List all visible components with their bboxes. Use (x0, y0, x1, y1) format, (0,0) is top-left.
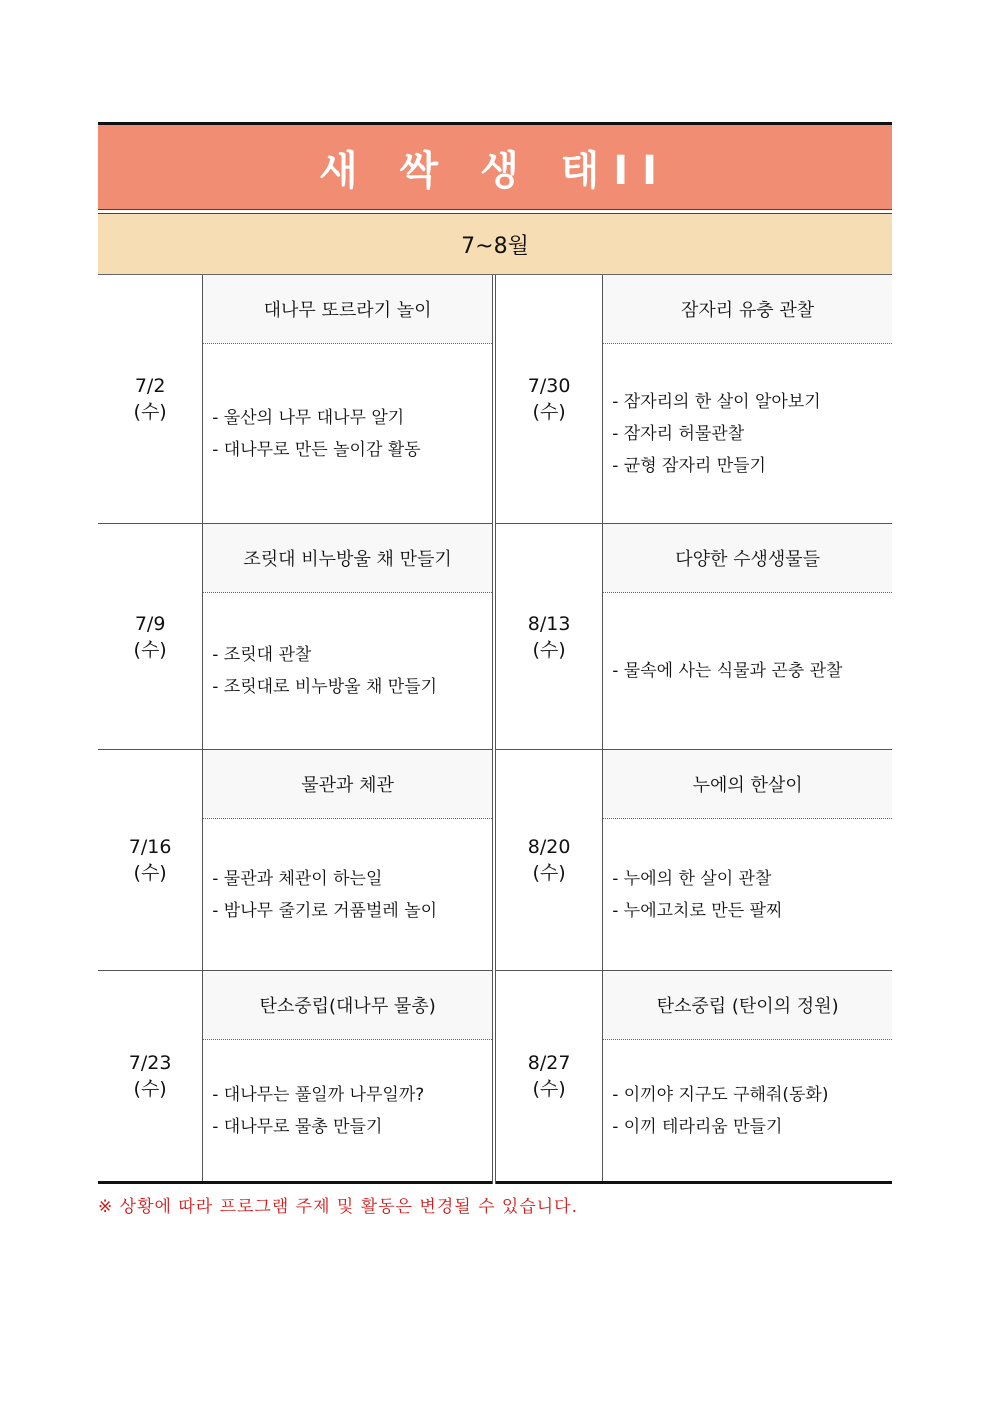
session-topic: 대나무 또르라기 놀이 (203, 275, 492, 344)
session-weekday: (수) (532, 638, 566, 661)
detail-line: - 잠자리 허물관찰 (612, 423, 745, 444)
session-content (203, 750, 494, 971)
title-banner (98, 122, 892, 209)
session-weekday: (수) (133, 862, 167, 884)
session-date-cell (494, 524, 603, 750)
session-date-cell (494, 275, 603, 524)
session-topic: 조릿대 비누방울 채 만들기 (203, 524, 492, 593)
detail-line: - 균형 잠자리 만들기 (612, 455, 766, 476)
detail-line: - 누에의 한 살이 관찰 (612, 868, 772, 889)
session-details (203, 344, 492, 523)
session-weekday: (수) (532, 401, 566, 423)
schedule-row (98, 750, 892, 971)
session-date-cell (98, 524, 203, 750)
session-date-cell (98, 275, 203, 524)
detail-line: - 물속에 사는 식물과 곤충 관찰 (612, 661, 843, 681)
session-date-cell (494, 750, 603, 971)
detail-line: - 조릿대 관찰 (212, 645, 312, 665)
session-weekday: (수) (133, 638, 167, 661)
session-details (203, 1040, 492, 1181)
detail-line: - 대나무로 만든 놀이감 활동 (212, 439, 421, 460)
detail-line: - 대나무는 풀일까 나무일까? (212, 1084, 425, 1105)
program-title: 새 싹 생 태II (318, 147, 672, 194)
session-topic: 누에의 한살이 (603, 750, 892, 819)
detail-line: - 이끼야 지구도 구해줘(동화) (612, 1084, 829, 1105)
session-details (203, 593, 492, 749)
schedule-sheet (98, 122, 892, 1184)
session-details (203, 819, 492, 970)
session-topic: 탄소중립(대나무 물총) (203, 971, 492, 1040)
detail-line: - 물관과 체관이 하는일 (212, 868, 383, 889)
session-details (603, 593, 892, 749)
detail-line: - 누에고치로 만든 팔찌 (612, 900, 783, 921)
detail-line: - 밤나무 줄기로 거품벌레 놀이 (212, 900, 438, 921)
schedule-row (98, 524, 892, 750)
session-details (603, 344, 892, 523)
session-content (603, 275, 892, 524)
session-date: 7/9 (134, 612, 166, 635)
session-content (603, 524, 892, 750)
session-date: 8/20 (527, 836, 571, 858)
month-label: 7~8월 (461, 233, 529, 259)
session-content (203, 524, 494, 750)
detail-line: - 조릿대로 비누방울 채 만들기 (212, 677, 438, 697)
session-date-cell (98, 971, 203, 1183)
schedule-table (98, 275, 892, 1184)
session-topic: 다양한 수생생물들 (603, 524, 892, 593)
detail-line: - 이끼 테라리움 만들기 (612, 1116, 783, 1137)
session-content (203, 275, 494, 524)
detail-line: - 잠자리의 한 살이 알아보기 (612, 391, 821, 412)
session-date: 7/30 (527, 375, 571, 397)
session-content (603, 971, 892, 1183)
session-details (603, 1040, 892, 1181)
session-topic: 잠자리 유충 관찰 (603, 275, 892, 344)
session-content (603, 750, 892, 971)
session-date: 7/16 (128, 836, 172, 858)
month-banner (98, 214, 892, 275)
schedule-row (98, 275, 892, 524)
session-weekday: (수) (133, 401, 167, 423)
session-weekday: (수) (532, 862, 566, 884)
session-date-cell (98, 750, 203, 971)
session-content (203, 971, 494, 1183)
session-date: 7/23 (128, 1052, 172, 1074)
session-date: 8/13 (527, 612, 571, 635)
footnote: ※ 상황에 따라 프로그램 주제 및 활동은 변경될 수 있습니다. (98, 1197, 578, 1217)
session-date: 7/2 (134, 375, 166, 397)
schedule-row (98, 971, 892, 1183)
detail-line: - 울산의 나무 대나무 알기 (212, 407, 405, 428)
session-date: 8/27 (527, 1052, 571, 1074)
session-weekday: (수) (133, 1078, 167, 1100)
session-topic: 탄소중립 (탄이의 정원) (603, 971, 892, 1040)
session-date-cell (494, 971, 603, 1183)
detail-line: - 대나무로 물총 만들기 (212, 1116, 383, 1137)
session-details (603, 819, 892, 970)
session-weekday: (수) (532, 1078, 566, 1100)
session-topic: 물관과 체관 (203, 750, 492, 819)
